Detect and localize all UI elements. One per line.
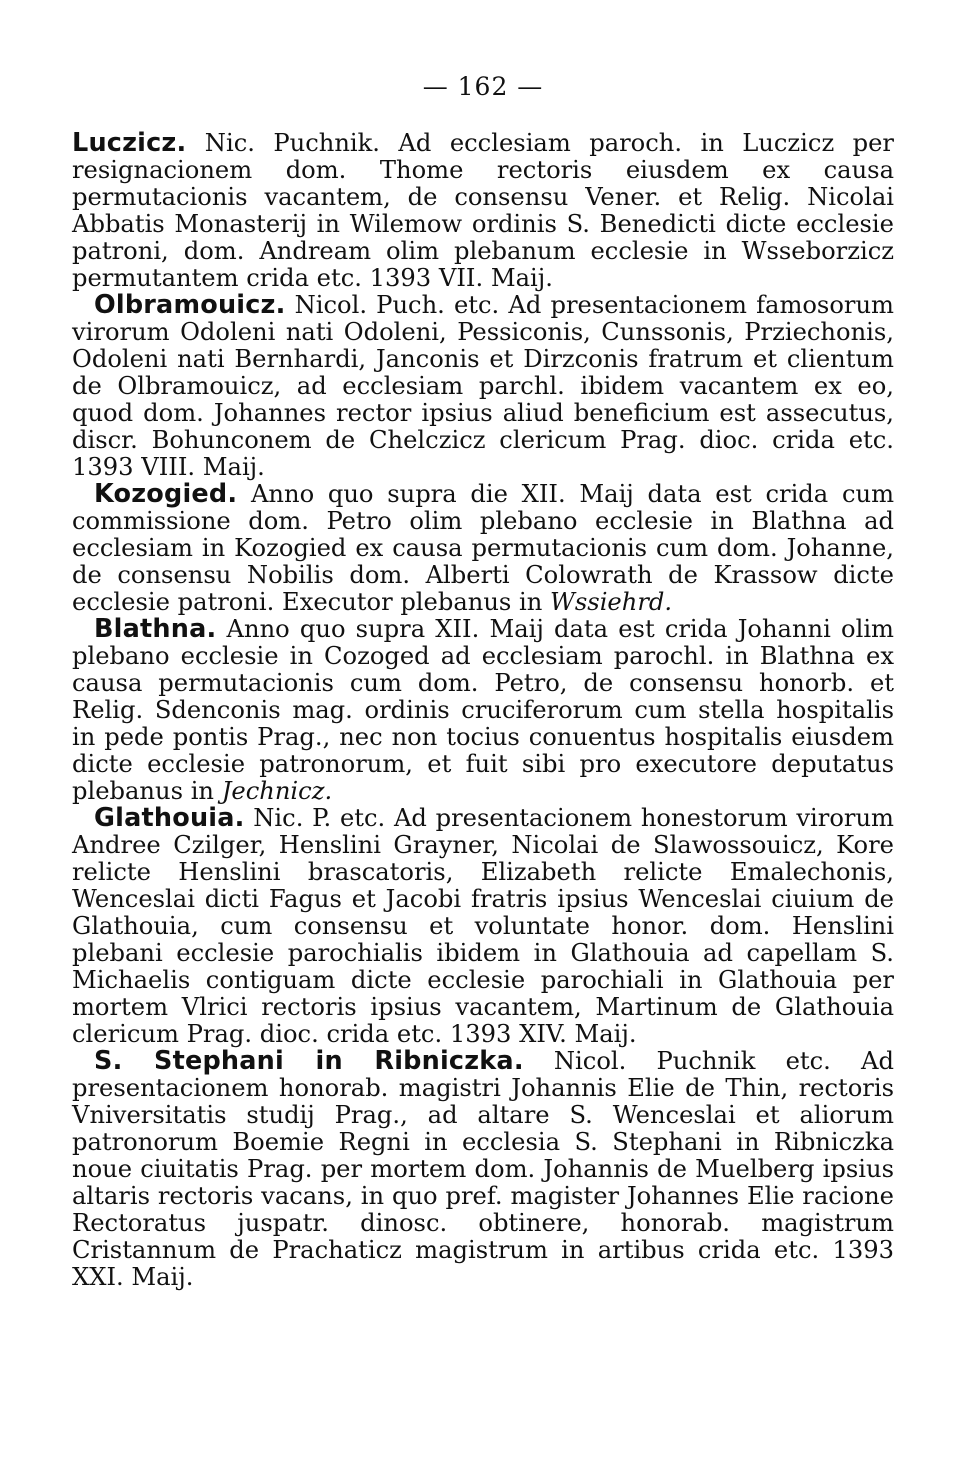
entry-place: S. Stephani in Ribniczka.	[94, 1046, 524, 1076]
entry-text: Nic. Puchnik. Ad ecclesiam paroch. in Luczicz per resignacionem dom. Thome rectoris eiusdem ex causa permutacionis vacantem, de consensu Vener. et Relig. Nicolai Abbatis Monasterij in Wilemow ordinis S. Benedicti dicte ecclesie patroni, dom. Andream olim plebanum ecclesie in Wsseborzicz permutantem crida etc. 1393 VII. Maij.	[72, 129, 894, 292]
entry-glathouia	[72, 805, 894, 1048]
entry-place: Kozogied.	[94, 479, 238, 509]
entry-place: Glathouia.	[94, 803, 245, 833]
document-page	[72, 72, 894, 1291]
entry-olbramouicz	[72, 292, 894, 481]
entry-text: Nicol. Puch. etc. Ad presentacionem famosorum virorum Odoleni nati Odoleni, Pessiconis, Cunssonis, Prziechonis, Odoleni nati Bernhardi, Janconis et Dirzconis fratrum et clientum de Olbramouicz, ad ecclesiam parchl. ibidem vacantem ex eo, quod dom. Johannes rector ipsius aliud beneficium est assecutus, discr. Bohunconem de Chelczicz clericum Prag. dioc. crida etc. 1393 VIII. Maij.	[72, 291, 894, 481]
entry-place: Blathna.	[94, 614, 217, 644]
executor-place: Jechnicz.	[221, 777, 333, 805]
entry-text: Nic. P. etc. Ad presentacionem honestorum virorum Andree Czilger, Henslini Grayner, Nicolai de Slawossouicz, Kore relicte Henslini brascatoris, Elizabeth relicte Emalechonis, Wenceslai dicti Fagus et Jacobi fratris ipsius Wenceslai ciuium de Glathouia, cum consensu et voluntate honor. dom. Henslini plebani ecclesie parochialis ibidem in Glathouia ad capellam S. Michaelis contiguam dicte ecclesie parochiali in Glathouia per mortem Vlrici rectoris ipsius vacantem, Martinum de Glathouia clericum Prag. dioc. crida etc. 1393 XIV. Maij.	[72, 804, 894, 1048]
entry-blathna	[72, 616, 894, 805]
entry-place: Olbramouicz.	[94, 290, 286, 320]
entry-text: Nicol. Puchnik etc. Ad presentacionem honorab. magistri Johannis Elie de Thin, rectoris Vniversitatis studij Prag., ad altare S. Wenceslai et aliorum patronorum Boemie Regni in ecclesia S. Stephani in Ribniczka noue ciuitatis Prag. per mortem dom. Johannis de Muelberg ipsius altaris rectoris vacans, in quo pref. magister Johannes Elie racione Rectoratus juspatr. dinosc. obtinere, honorab. magistrum Cristannum de Prachaticz magistrum in artibus crida etc. 1393 XXI. Maij.	[72, 1047, 894, 1291]
entry-text: Anno quo supra die XII. Maij data est crida cum commissione dom. Petro olim plebano ecclesie in Blathna ad ecclesiam in Kozogied ex causa permutacionis cum dom. Johanne, de consensu Nobilis dom. Alberti Colowrath de Krassow dicte ecclesie patroni. Executor plebanus in	[72, 480, 894, 616]
page-number: — 162 —	[422, 72, 544, 101]
executor-place: Wssiehrd.	[550, 588, 673, 616]
entry-kozogied	[72, 481, 894, 616]
entry-text: Anno quo supra XII. Maij data est crida Johanni olim plebano ecclesie in Cozoged ad ecclesiam parochl. in Blathna ex causa permutacionis cum dom. Petro, de consensu honorb. et Relig. Sdenconis mag. ordinis cruciferorum cum stella hospitalis in pede pontis Prag., nec non tocius conuentus hospitalis eiusdem dicte ecclesie patronorum, et fuit sibi pro executore deputatus plebanus in	[72, 615, 894, 805]
entry-luczicz	[72, 130, 894, 292]
entry-place: Luczicz.	[72, 128, 187, 158]
entry-ribniczka	[72, 1048, 894, 1291]
